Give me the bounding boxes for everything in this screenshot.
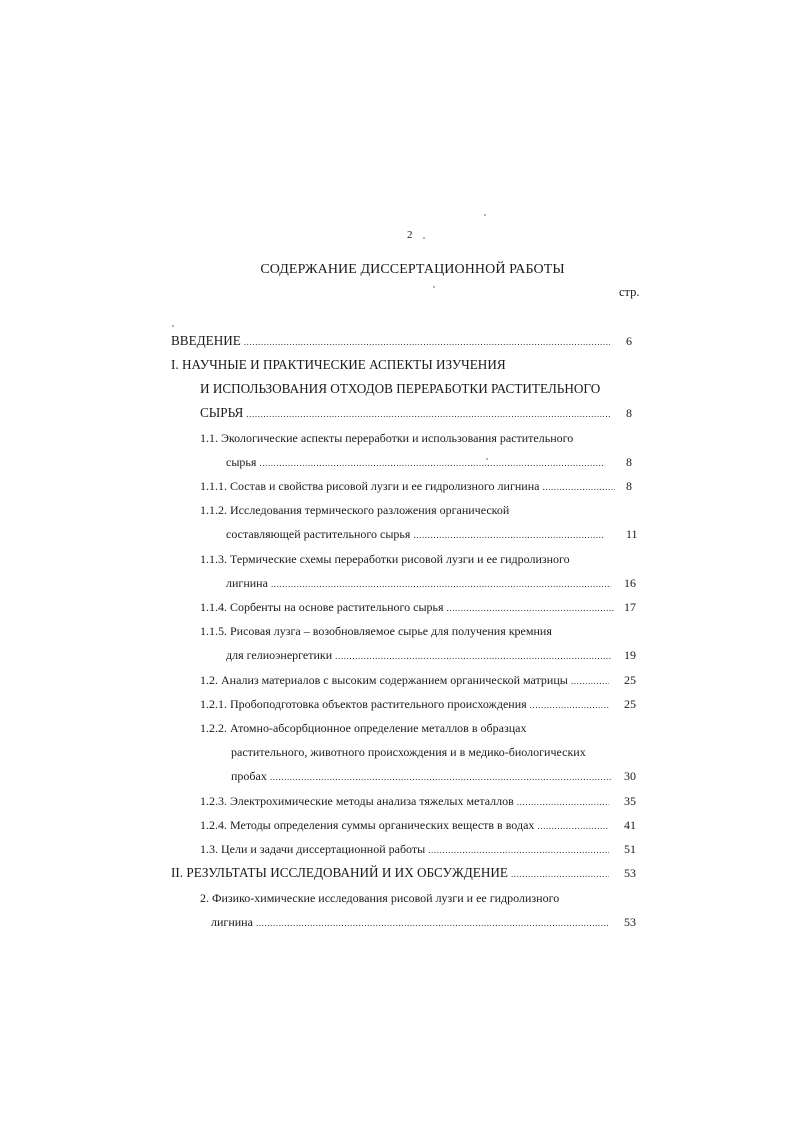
- toc-entry: [200, 890, 559, 906]
- toc-leader-dots: [571, 673, 609, 689]
- toc-entry-text: 1.2.2. Атомно-абсорбционное определение металлов в образцах: [200, 721, 527, 735]
- page-title: [0, 262, 795, 278]
- toc-entry: [200, 720, 526, 736]
- toc-entry-page: 17: [624, 600, 636, 614]
- toc-entry-text: 1.3. Цели и задачи диссертационной работы: [200, 842, 426, 856]
- toc-leader-dots: [517, 794, 609, 810]
- toc-entry-page: 25: [624, 673, 636, 687]
- toc-entry-page: 53: [624, 866, 636, 880]
- toc-entry-text: 1.2.3. Электрохимические методы анализа тяжелых металлов: [200, 794, 514, 808]
- toc-entry-page: 53: [624, 915, 636, 929]
- toc-entry: [200, 817, 612, 833]
- toc-entry-page: 35: [624, 794, 636, 808]
- toc-entry: [226, 647, 614, 663]
- toc-entry-text: ВВЕДЕНИЕ: [171, 333, 241, 348]
- toc-entry-page: 19: [624, 648, 636, 662]
- toc-entry-text: лигнина: [211, 915, 253, 929]
- toc-entry-page: 6: [626, 334, 632, 348]
- toc-entry: [200, 551, 570, 567]
- toc-entry-text: 1.1. Экологические аспекты переработки и использования растительного: [200, 431, 574, 445]
- toc-entry: [200, 478, 618, 494]
- toc-entry-text: лигнина: [226, 576, 268, 590]
- toc-entry: [171, 865, 612, 881]
- toc-entry-page: 8: [626, 455, 632, 469]
- toc-entry-text: 1.2.4. Методы определения суммы органических веществ в водах: [200, 818, 535, 832]
- toc-entry-text: 1.1.2. Исследования термического разложения органической: [200, 503, 510, 517]
- scan-speck: [486, 458, 488, 460]
- toc-leader-dots: [447, 600, 616, 616]
- toc-entry-text: растительного, животного происхождения и в медико-биологических: [231, 745, 586, 759]
- toc-entry-text: 2. Физико-химические исследования рисовой лузги и ее гидролизного: [200, 891, 560, 905]
- toc-entry-text: сырья: [226, 455, 257, 469]
- toc-entry-text: II. РЕЗУЛЬТАТЫ ИССЛЕДОВАНИЙ И ИХ ОБСУЖДЕНИЕ: [171, 865, 508, 880]
- toc-entry-text: 1.2.1. Пробоподготовка объектов растительного происхождения: [200, 697, 527, 711]
- toc-leader-dots: [537, 818, 609, 834]
- toc-entry-text: пробах: [231, 769, 267, 783]
- toc-entry: [171, 333, 613, 349]
- toc-entry: [200, 793, 612, 809]
- toc-entry: [200, 381, 600, 397]
- toc-leader-dots: [256, 915, 610, 931]
- toc-entry: [231, 768, 614, 784]
- toc-entry-text: составляющей растительного сырья: [226, 527, 411, 541]
- toc-leader-dots: [270, 769, 611, 785]
- toc-entry: [226, 575, 614, 591]
- toc-leader-dots: [542, 479, 615, 495]
- toc-leader-dots: [271, 576, 611, 592]
- toc-leader-dots: [244, 334, 610, 350]
- toc-entry: [226, 526, 608, 542]
- toc-entry-page: 8: [626, 406, 632, 420]
- toc-entry: [226, 454, 608, 470]
- scan-speck: [433, 286, 435, 288]
- pages-column-header: стр.: [619, 285, 640, 299]
- toc-leader-dots: [259, 455, 605, 471]
- toc-entry-page: 51: [624, 842, 636, 856]
- toc-entry-page: 16: [624, 576, 636, 590]
- toc-entry-text: I. НАУЧНЫЕ И ПРАКТИЧЕСКИЕ АСПЕКТЫ ИЗУЧЕНИЯ: [171, 357, 506, 372]
- toc-entry: [200, 841, 612, 857]
- toc-entry-text: 1.1.3. Термические схемы переработки рисовой лузги и ее гидролизного: [200, 552, 570, 566]
- toc-leader-dots: [246, 406, 610, 422]
- toc-leader-dots: [413, 527, 605, 543]
- toc-entry-text: 1.1.4. Сорбенты на основе растительного сырья: [200, 600, 444, 614]
- toc-leader-dots: [335, 648, 611, 664]
- toc-entry: [200, 696, 612, 712]
- toc-entry-text: И ИСПОЛЬЗОВАНИЯ ОТХОДОВ ПЕРЕРАБОТКИ РАСТИТЕЛЬНОГО: [200, 381, 601, 396]
- toc-entry: [200, 672, 612, 688]
- toc-entry-text: 1.1.5. Рисовая лузга – возобновляемое сырье для получения кремния: [200, 624, 552, 638]
- page-number: 2: [407, 229, 413, 241]
- toc-entry: [171, 357, 506, 373]
- page-title-text: СОДЕРЖАНИЕ ДИССЕРТАЦИОННОЙ РАБОТЫ: [260, 262, 565, 277]
- toc-entry: [200, 405, 613, 421]
- toc-entry: [200, 599, 618, 615]
- toc-entry-text: 1.1.1. Состав и свойства рисовой лузги и ее гидролизного лигнина: [200, 479, 540, 493]
- toc-entry-page: 11: [626, 527, 638, 541]
- toc-entry-page: 25: [624, 697, 636, 711]
- toc-entry-page: 41: [624, 818, 636, 832]
- toc-entry-text: 1.2. Анализ материалов с высоким содержанием органической матрицы: [200, 673, 568, 687]
- toc-entry: [200, 502, 509, 518]
- scan-speck: [172, 325, 174, 327]
- scan-speck: [484, 214, 486, 216]
- toc-entry-text: для гелиоэнергетики: [226, 648, 333, 662]
- toc-entry-page: 30: [624, 769, 636, 783]
- toc-entry: [231, 744, 586, 760]
- toc-entry: [200, 430, 573, 446]
- toc-entry: [200, 623, 552, 639]
- toc-leader-dots: [428, 842, 609, 858]
- toc-leader-dots: [530, 697, 609, 713]
- scan-speck: [423, 237, 425, 239]
- toc-entry: [211, 914, 613, 930]
- toc-leader-dots: [511, 866, 609, 882]
- toc-entry-page: 8: [626, 479, 632, 493]
- toc-entry-text: СЫРЬЯ: [200, 405, 244, 420]
